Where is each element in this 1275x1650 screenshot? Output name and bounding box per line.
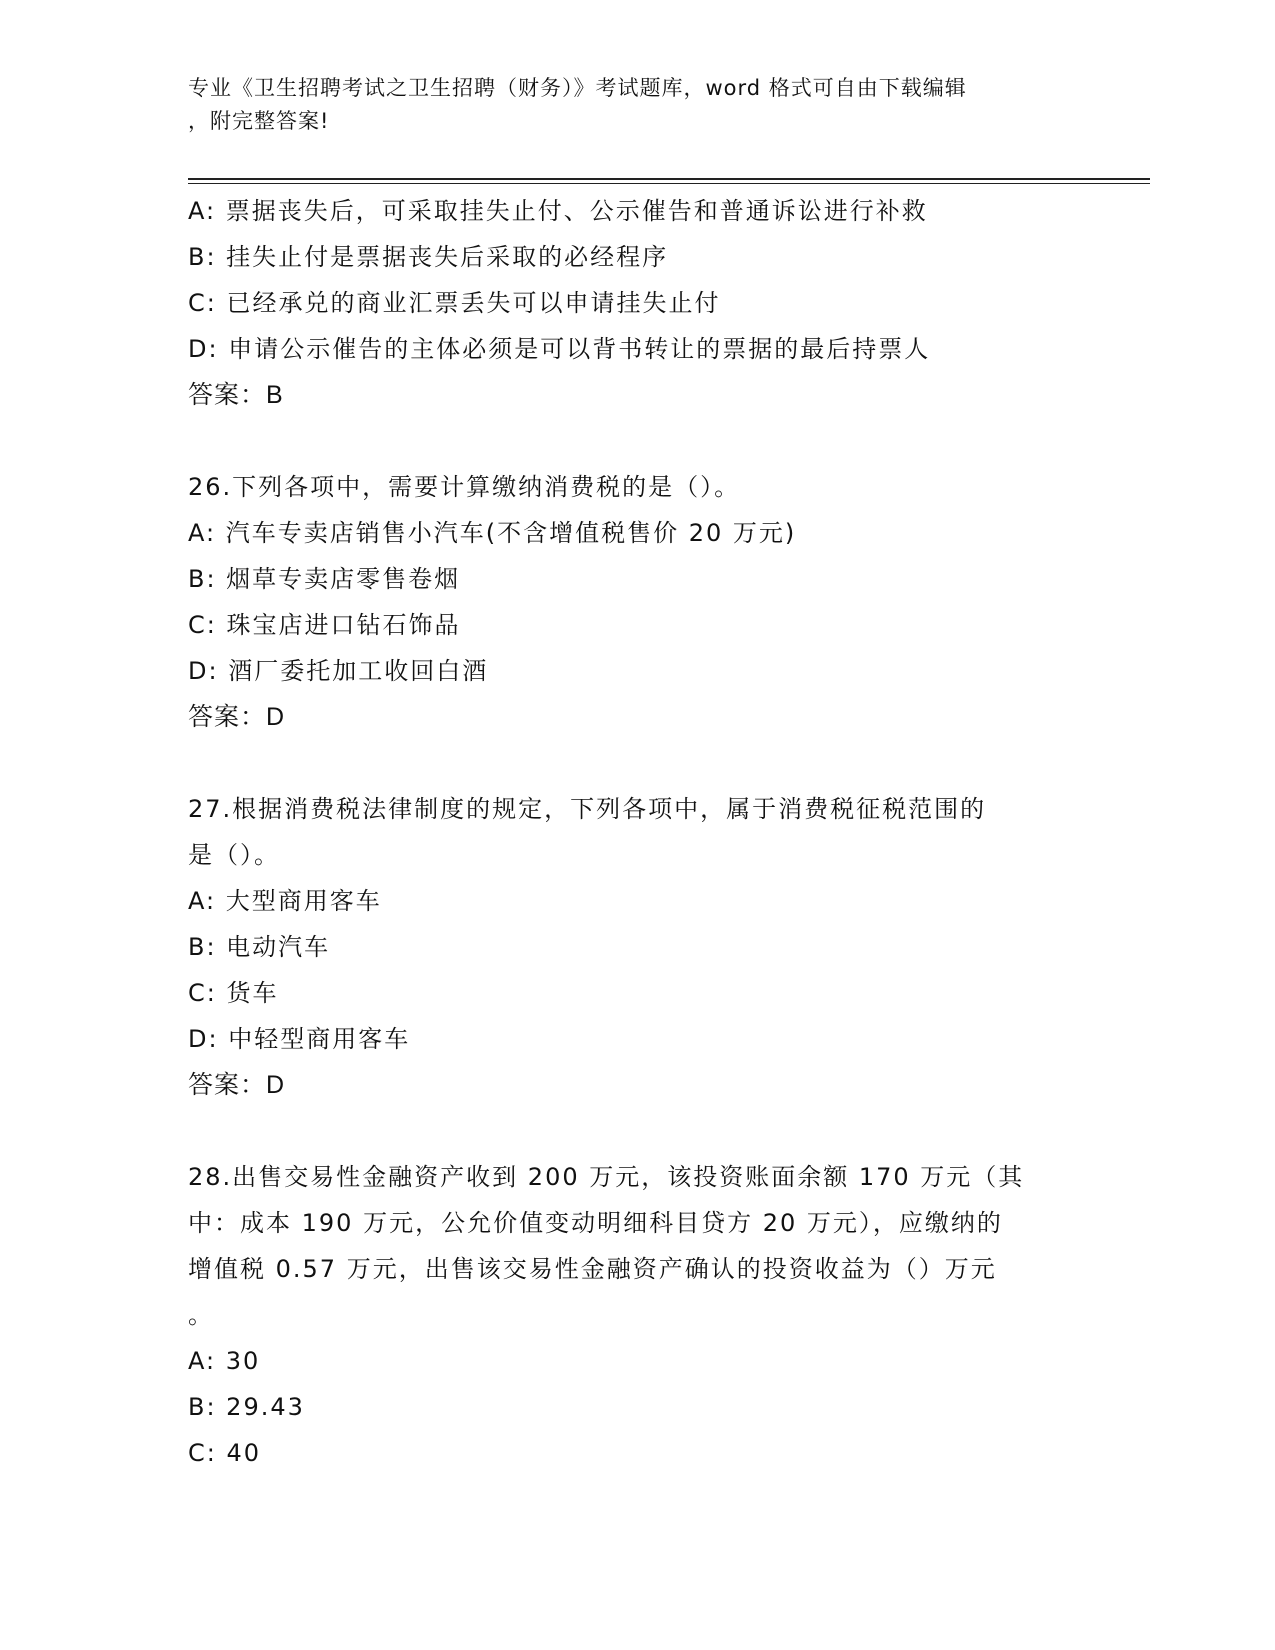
- question-27-text-line-1: 27.根据消费税法律制度的规定，下列各项中，属于消费税征税范围的: [188, 795, 987, 823]
- option-d: D: 申请公示催告的主体必须是可以背书转让的票据的最后持票人: [188, 335, 931, 363]
- option-a: A: 汽车专卖店销售小汽车(不含增值税售价 20 万元): [188, 519, 797, 547]
- question-26-block: [188, 464, 1078, 740]
- spacer: [188, 740, 1078, 786]
- option-b: B: 烟草专卖店零售卷烟: [188, 565, 461, 593]
- option-c: C: 货车: [188, 979, 279, 1007]
- spacer: [188, 1108, 1078, 1154]
- option-a: A: 30: [188, 1347, 261, 1375]
- header-divider-thick: [188, 178, 1150, 180]
- prev-question-block: [188, 188, 1078, 418]
- question-content: [188, 188, 1078, 1476]
- header-divider-thin: [188, 183, 1150, 184]
- answer-line: 答案：D: [188, 703, 286, 731]
- question-26-text: 26.下列各项中，需要计算缴纳消费税的是（）。: [188, 473, 741, 501]
- option-c: C: 40: [188, 1439, 262, 1467]
- question-28-text-line-3: 增值税 0.57 万元，出售该交易性金融资产确认的投资收益为（）万元: [188, 1255, 997, 1283]
- option-d: D: 中轻型商用客车: [188, 1025, 411, 1053]
- option-c: C: 已经承兑的商业汇票丢失可以申请挂失止付: [188, 289, 721, 317]
- header-line-2: ，附完整答案!: [188, 109, 330, 133]
- header-line-1: 专业《卫生招聘考试之卫生招聘（财务）》考试题库，word 格式可自由下载编辑: [188, 76, 967, 100]
- question-28-text-line-4: 。: [188, 1301, 214, 1329]
- answer-line: 答案：D: [188, 1071, 286, 1099]
- question-28-text-line-1: 28.出售交易性金融资产收到 200 万元，该投资账面余额 170 万元（其: [188, 1163, 1025, 1191]
- document-header: [188, 72, 1068, 138]
- option-b: B: 电动汽车: [188, 933, 331, 961]
- question-28-text-line-2: 中：成本 190 万元，公允价值变动明细科目贷方 20 万元），应缴纳的: [188, 1209, 1003, 1237]
- option-a: A: 票据丧失后，可采取挂失止付、公示催告和普通诉讼进行补救: [188, 197, 928, 225]
- option-b: B: 挂失止付是票据丧失后采取的必经程序: [188, 243, 669, 271]
- option-a: A: 大型商用客车: [188, 887, 382, 915]
- answer-line: 答案：B: [188, 381, 284, 409]
- question-27-block: [188, 786, 1078, 1108]
- option-b: B: 29.43: [188, 1393, 305, 1421]
- spacer: [188, 418, 1078, 464]
- question-27-text-line-2: 是（）。: [188, 841, 280, 869]
- option-d: D: 酒厂委托加工收回白酒: [188, 657, 489, 685]
- question-28-block: [188, 1154, 1078, 1476]
- option-c: C: 珠宝店进口钻石饰品: [188, 611, 461, 639]
